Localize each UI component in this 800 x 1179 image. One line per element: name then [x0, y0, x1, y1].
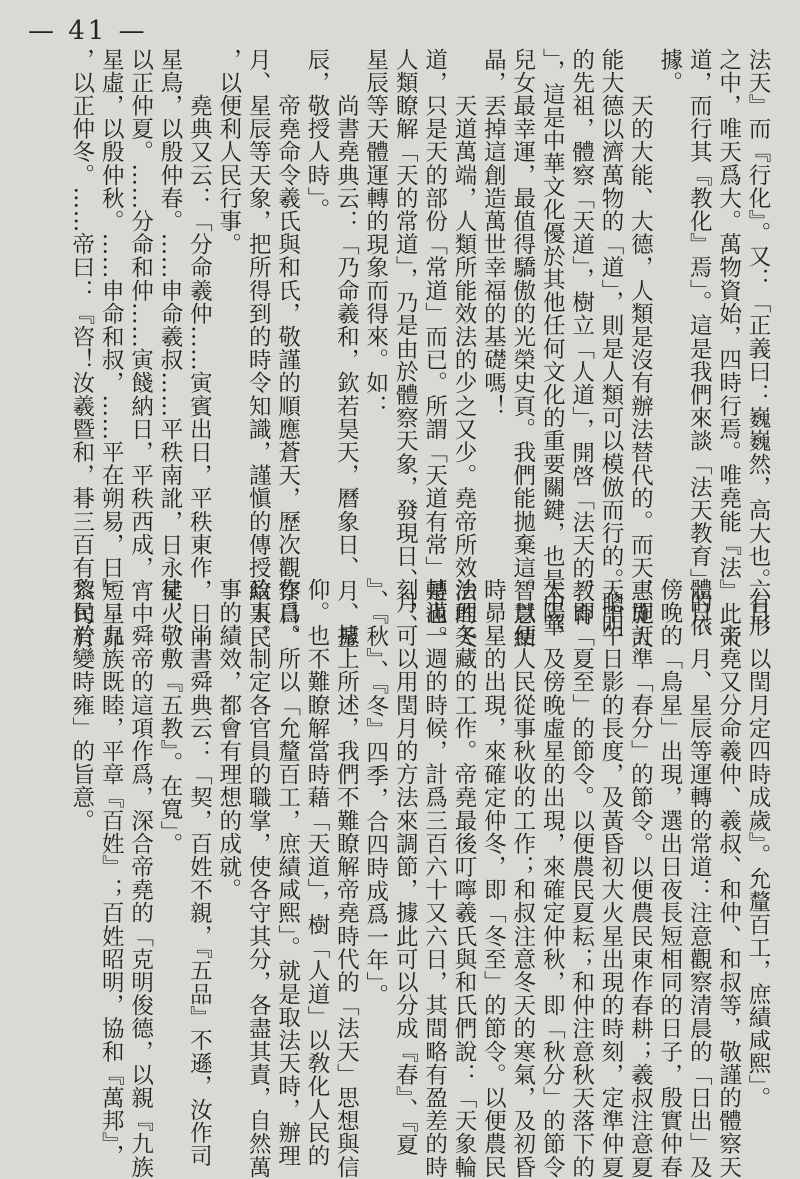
text-column: 辰，敬授人時」。 [304, 48, 330, 222]
text-column: 之中，唯天爲大。萬物資始，四時行焉。唯堯能『法』此天 [715, 48, 742, 649]
text-column: 太陽，及傍晚虛星的出現，來確定仲秋，即「秋分」的節令 [539, 578, 566, 1179]
text-column: 轉滿一週的時候，計爲三百六十又六日，其間略有盈差的時 [421, 578, 448, 1179]
text-column: 。以便人民從事秋收的工作；和叔注意冬天的寒氣，及初昏 [509, 578, 536, 1179]
text-column: 以正仲夏。……分命和仲……寅餞納日，平秩西成，宵中 [127, 48, 154, 626]
text-column: 天道萬端，人類所能效法的少之又少。堯帝所效法的天 [451, 48, 477, 649]
text-column: 時昴星的出現，來確定仲冬，即「冬至」的節令。以便農民 [480, 578, 507, 1179]
text-column: 作爲。所以「允釐百工，庶績咸熙」。就是取法天時，辦理 [274, 578, 301, 1168]
text-column: 尚書堯典云：「乃命羲和，欽若昊天，曆象日、月、星 [333, 48, 360, 649]
text-column: ，以便利人民行事。 [215, 48, 242, 256]
text-column: 據。 [656, 48, 683, 95]
text-column: 兒女最幸運，最值得驕傲的光榮史頁。我們能拋棄這智慧結 [509, 48, 536, 649]
text-column: 』；九族既睦，平章『百姓』；百姓昭明，協和『萬邦』， [98, 578, 125, 1168]
text-column: 事的績效，都會有理想的成就。 [215, 578, 242, 902]
text-column: 月、星辰等天象，把所得到的時令知識，謹愼的傳授給人民 [245, 48, 272, 649]
text-column: ，即「夏至」的節令。以便農民夏耘；和仲注意秋天落下的 [568, 578, 595, 1179]
text-column: 傍晚的「鳥星」出現，選出日夜長短相同的日子，殷實仲春 [656, 578, 683, 1179]
text-column: 徒，敬敷『五教』。在寬」。 [157, 578, 183, 856]
text-column: 帝堯又分命羲仲、羲叔、和仲、和叔等，敬謹的體察天 [715, 578, 742, 1179]
text-column: 能大德以濟萬物的「道」，則是人類可以模倣而行的。聰明 [598, 48, 624, 638]
text-column: ，以正仲冬。……帝曰：『咨！汝羲暨和，朞三百有六旬有 [68, 48, 95, 649]
text-column: 星辰等天體運轉的現象而得來。如： [362, 48, 389, 418]
text-column: 道，只是天的部份「常道」而已。所謂「天道有常」是也。 [421, 48, 448, 649]
text-column: 晶，丟掉這創造萬世幸福的基礎嗎！ [480, 48, 507, 418]
text-column: 人類瞭解「天的常道」，乃是由於體察天象，發現日、月、 [392, 48, 419, 638]
text-column: 天中午日影的長度，及黃昏初大火星出現的時刻，定準仲夏 [598, 578, 624, 1179]
text-column: 六日，以閏月定四時成歲』。允釐百工，庶績咸熙」。 [745, 578, 771, 1110]
text-column: 」，這是中華文化優於其他任何文化的重要關鍵，也是中華 [539, 48, 566, 638]
text-column: 治理冬藏的工作。帝堯最後叮嚀羲氏與和氏們說：「天象輪 [451, 578, 477, 1179]
page-number: — 41 — [28, 16, 148, 46]
text-column: 據上所述，我們不難瞭解帝堯時代的「法天」思想與信 [333, 578, 360, 1179]
text-column: 堯典又云：「分命羲仲……寅賓出日，平秩東作，日中 [186, 48, 213, 649]
text-column: 天的大能、大德，人類是沒有辦法替代的。而天惠施大 [627, 48, 654, 649]
text-column: 星虛，以殷仲秋。……申命和叔，……平在朔易，日短星昴 [98, 48, 125, 649]
text-column: 法天』而『行化』。又：「正義曰：巍巍然，高大也。有形 [745, 48, 771, 638]
text-column: 星鳥，以殷仲春。……申命羲叔……平秩南訛，日永星火， [157, 48, 183, 649]
text-column: 尚書舜典云：「契，百姓不親，『五品』不遜，汝作司 [186, 578, 213, 1168]
text-column: 道，而行其『教化』焉」。這是我們來談「法天教育」的依 [686, 48, 713, 638]
text-column: 仰。也不難瞭解當時藉「天道」，樹「人道」以敎化人民的 [304, 578, 330, 1168]
text-column: 』、『秋』、『冬』四季，合四時成爲一年」。 [362, 578, 389, 1007]
text-column: 刻，可以用閏月的方法來調節，據此可以分成『春』、『夏 [392, 578, 419, 1157]
text-column: 黎民於變時雍」的旨意。 [68, 578, 95, 833]
text-column: 舜帝的這項作爲，深合帝堯的「克明俊德，以親『九族 [127, 578, 154, 1179]
text-column: 體日、月、星辰等運轉的常道：注意觀察清晨的「日出」及 [686, 578, 713, 1179]
text-column: 帝堯命令羲氏與和氏，敬謹的順應蒼天，歷次觀察日、 [274, 48, 301, 649]
text-column: ，即訂準「春分」的節令。以便農民東作春耕；羲叔注意夏 [627, 578, 654, 1179]
text-column: 的先祖，體察「天道」，樹立「人道」，開啓「法天的教育 [568, 48, 595, 627]
text-column: 政事。制定各官員的職掌，使各守其分，各盡其責，自然萬 [245, 578, 272, 1179]
